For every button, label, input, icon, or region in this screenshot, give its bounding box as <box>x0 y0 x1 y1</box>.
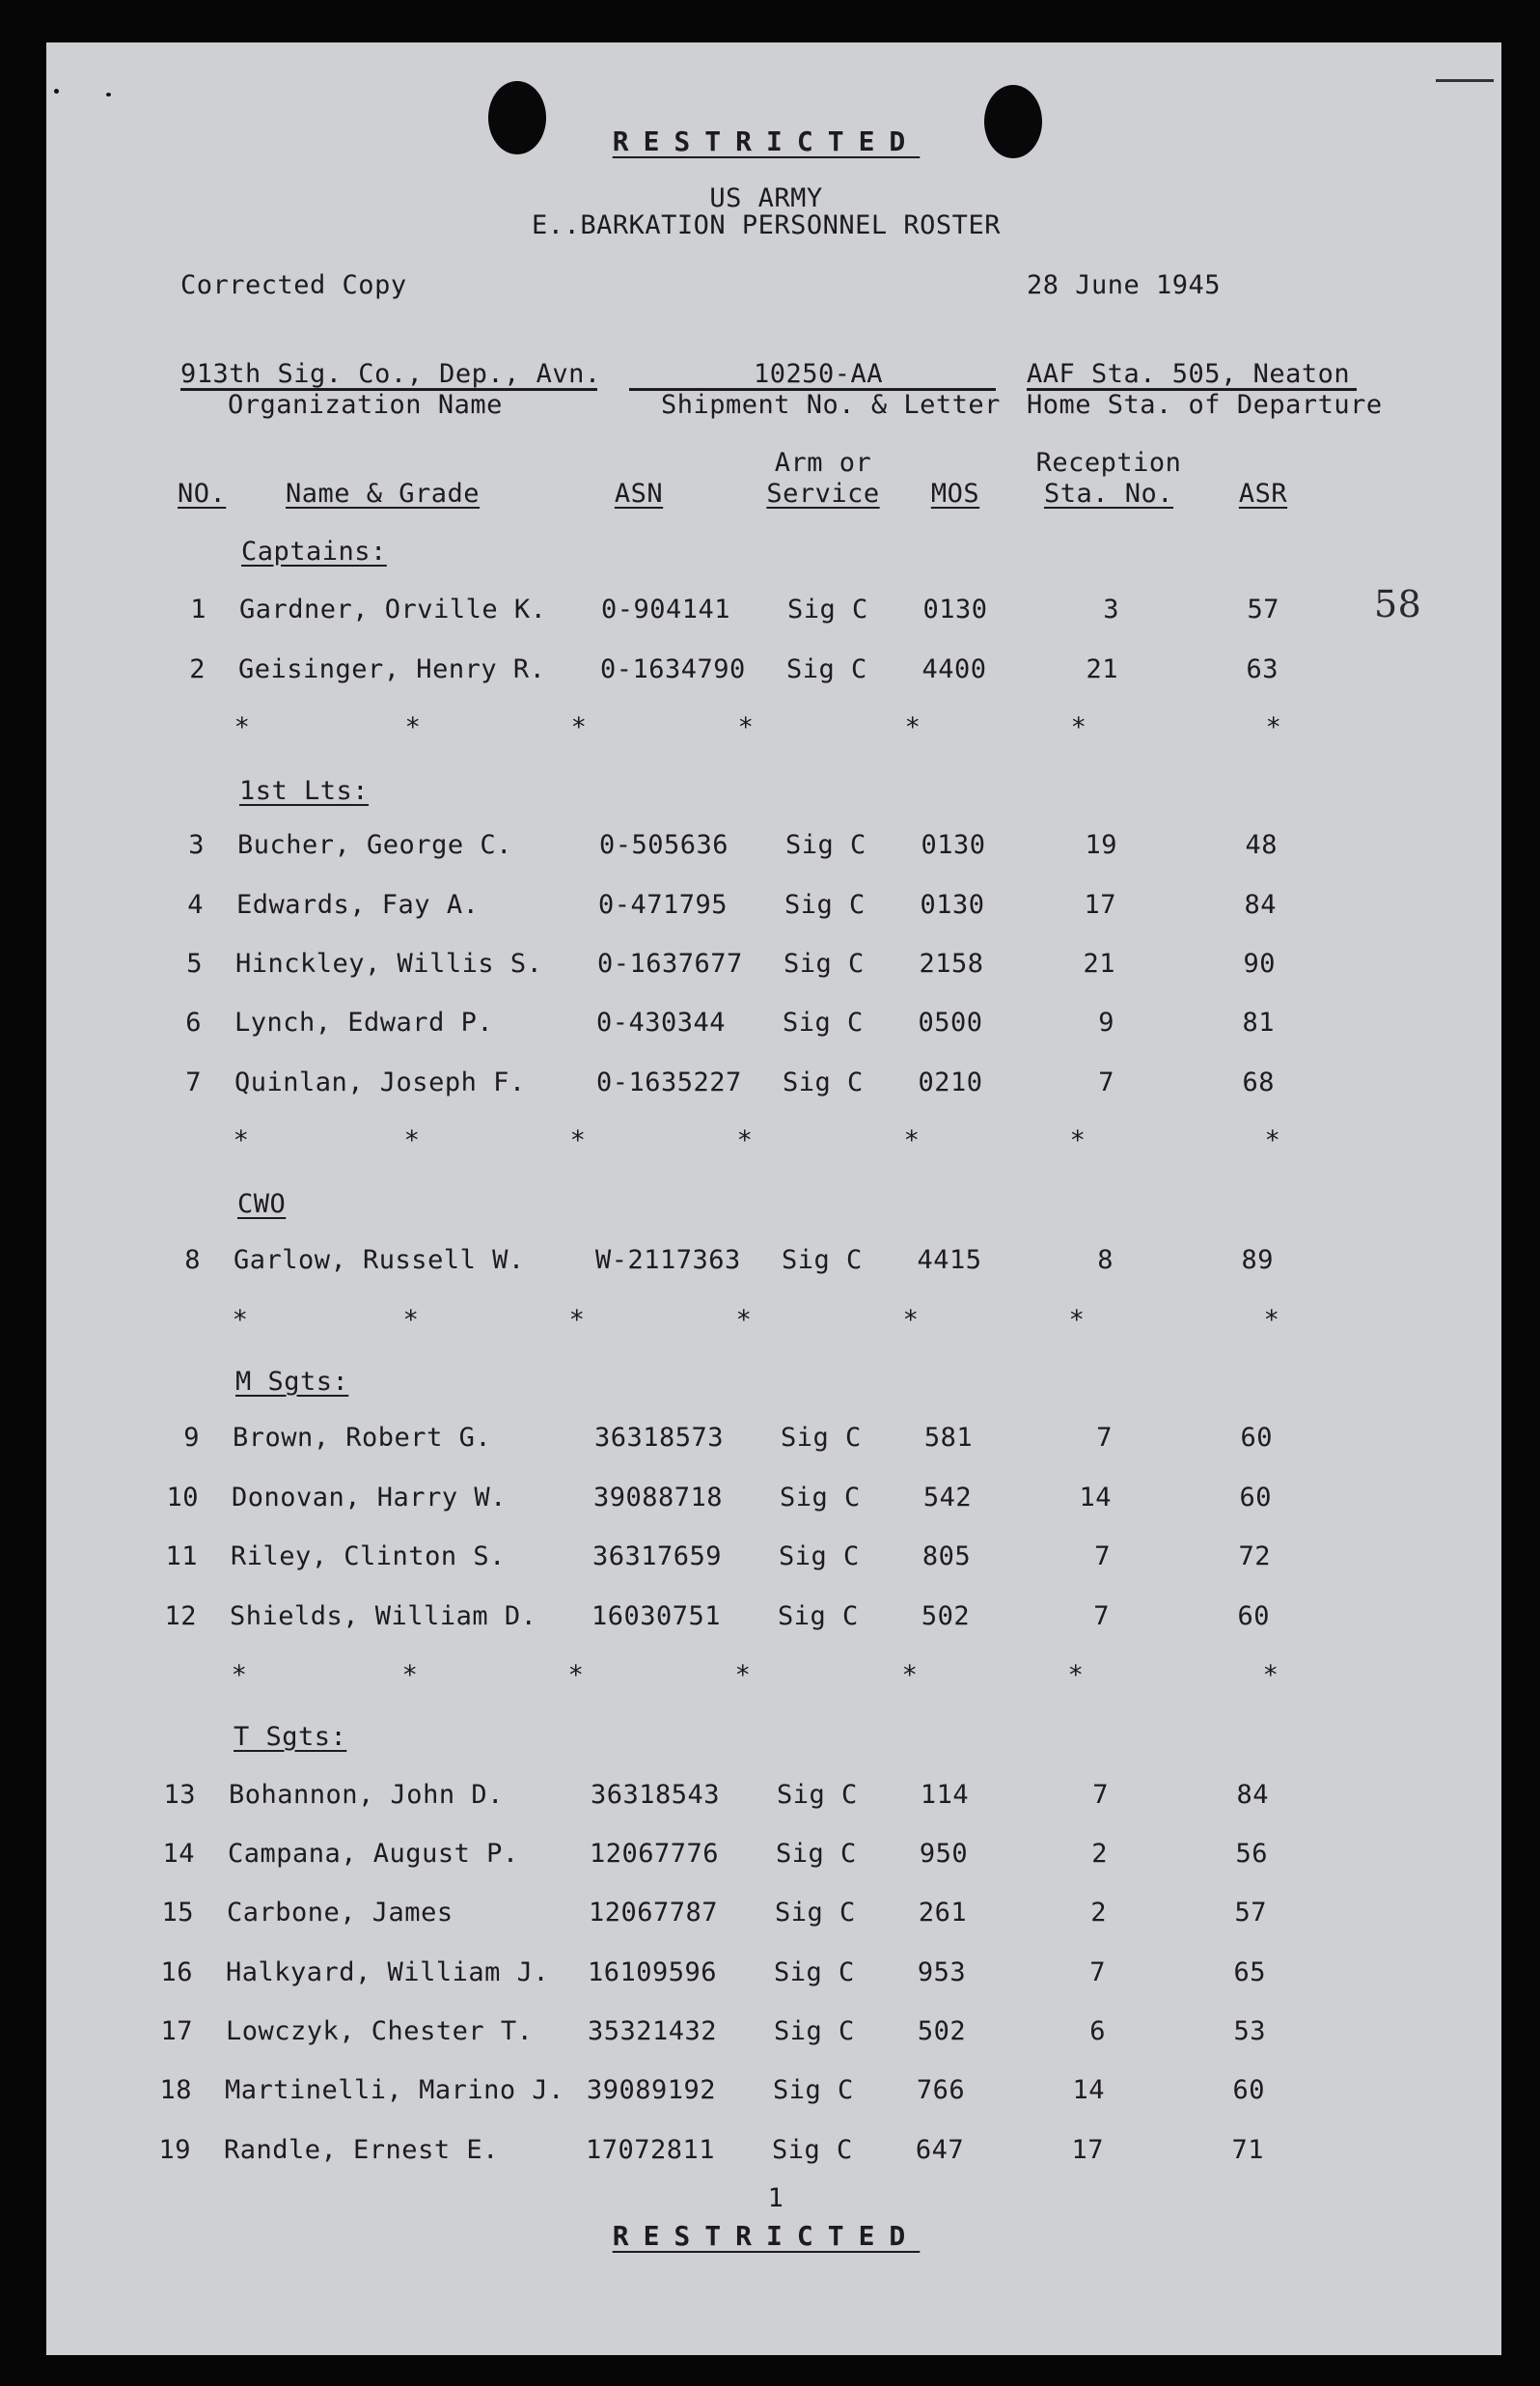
row-name-grade: Shields, William D. <box>230 1601 537 1631</box>
row-asn: 0-1635227 <box>596 1068 742 1097</box>
row-asr: 56 <box>1235 1839 1268 1869</box>
row-asn: 0-505636 <box>599 830 729 860</box>
row-reception-station: 7 <box>1096 1423 1113 1453</box>
section-cwo: CWO <box>237 1189 287 1219</box>
row-asr: 65 <box>1233 1957 1266 1987</box>
row-number: 4 <box>187 890 204 920</box>
row-name-grade: Geisinger, Henry R. <box>238 654 546 684</box>
row-asr: 84 <box>1244 890 1277 920</box>
row-asr: 60 <box>1240 1423 1273 1453</box>
row-asn: 0-471795 <box>598 890 729 920</box>
row-arm-service: Sig C <box>775 1898 856 1928</box>
classification-footer: RESTRICTED <box>612 2220 921 2252</box>
row-number: 8 <box>184 1245 201 1275</box>
row-name-grade: Brown, Robert G. <box>233 1423 492 1453</box>
separator-asterisk: * <box>904 712 921 742</box>
row-asn: 39089192 <box>587 2075 717 2105</box>
row-arm-service: Sig C <box>785 830 866 860</box>
row-reception-station: 7 <box>1093 1601 1110 1631</box>
row-number: 17 <box>160 2016 193 2046</box>
separator-asterisk: * <box>737 712 755 742</box>
row-reception-station: 17 <box>1084 890 1116 920</box>
row-name-grade: Riley, Clinton S. <box>231 1541 506 1571</box>
row-mos: 0210 <box>918 1068 983 1097</box>
separator-asterisk: * <box>1265 712 1282 742</box>
row-asn: 12067776 <box>590 1839 720 1869</box>
row-asr: 53 <box>1233 2016 1266 2046</box>
row-asr: 57 <box>1234 1898 1267 1928</box>
row-mos: 953 <box>917 1957 967 1987</box>
row-name-grade: Gardner, Orville K. <box>239 595 547 624</box>
row-asn: 16030751 <box>591 1601 722 1631</box>
row-mos: 261 <box>918 1898 968 1928</box>
row-name-grade: Bucher, George C. <box>237 830 512 860</box>
separator-asterisk: * <box>1262 1660 1279 1690</box>
paper-speck <box>54 89 59 94</box>
row-name-grade: Donovan, Harry W. <box>232 1483 507 1512</box>
roster-title: E..BARKATION PERSONNEL ROSTER <box>532 210 1001 240</box>
section-technical-sergeants: T Sgts: <box>234 1722 347 1752</box>
agency-title: US ARMY <box>709 183 823 213</box>
row-reception-station: 7 <box>1089 1957 1106 1987</box>
paper-speck <box>1436 79 1494 82</box>
separator-asterisk: * <box>570 712 588 742</box>
row-asn: 35321432 <box>588 2016 718 2046</box>
classification-header: RESTRICTED <box>612 125 921 157</box>
row-number: 1 <box>190 595 206 624</box>
row-arm-service: Sig C <box>784 890 866 920</box>
row-name-grade: Quinlan, Joseph F. <box>234 1068 526 1097</box>
row-number: 7 <box>185 1068 202 1097</box>
separator-asterisk: * <box>231 1660 248 1690</box>
shipment-number-value: 10250-AA <box>753 359 884 389</box>
row-number: 6 <box>185 1008 202 1038</box>
row-name-grade: Lowczyk, Chester T. <box>226 2016 534 2046</box>
row-reception-station: 21 <box>1083 949 1115 979</box>
page-number: 1 <box>767 2183 784 2213</box>
row-mos: 502 <box>917 2016 967 2046</box>
separator-asterisk: * <box>569 1125 587 1155</box>
row-asr: 60 <box>1239 1483 1272 1512</box>
row-name-grade: Carbone, James <box>227 1898 454 1928</box>
row-mos: 502 <box>921 1601 971 1631</box>
row-mos: 4415 <box>917 1245 982 1275</box>
row-arm-service: Sig C <box>776 1839 857 1869</box>
row-mos: 581 <box>923 1423 974 1453</box>
row-reception-station: 7 <box>1094 1541 1111 1571</box>
row-arm-service: Sig C <box>772 2135 853 2165</box>
row-arm-service: Sig C <box>774 2016 855 2046</box>
column-reception-header: Sta. No. <box>1043 479 1174 509</box>
row-name-grade: Bohannon, John D. <box>229 1780 504 1810</box>
column-mos-header: MOS <box>930 479 980 509</box>
separator-asterisk: * <box>404 712 422 742</box>
separator-asterisk: * <box>1068 1305 1086 1335</box>
row-reception-station: 2 <box>1091 1839 1108 1869</box>
row-reception-station: 3 <box>1103 595 1119 624</box>
row-number: 11 <box>165 1541 198 1571</box>
row-arm-service: Sig C <box>774 1957 855 1987</box>
row-asn: W-2117363 <box>595 1245 741 1275</box>
row-reception-station: 2 <box>1090 1898 1107 1928</box>
row-arm-service: Sig C <box>778 1601 859 1631</box>
row-reception-station: 14 <box>1072 2075 1105 2105</box>
row-asr: 81 <box>1242 1008 1275 1038</box>
separator-asterisk: * <box>1069 1125 1086 1155</box>
row-number: 15 <box>161 1898 194 1928</box>
row-mos: 647 <box>915 2135 965 2165</box>
roster-date: 28 June 1945 <box>1027 270 1222 300</box>
punch-hole-right <box>984 85 1042 158</box>
row-reception-station: 19 <box>1085 830 1117 860</box>
separator-asterisk: * <box>401 1660 419 1690</box>
row-number: 16 <box>160 1957 193 1987</box>
organization-name-value: 913th Sig. Co., Dep., Avn. <box>180 359 601 389</box>
row-asr: 57 <box>1247 595 1279 624</box>
organization-name-label: Organization Name <box>228 390 503 420</box>
row-asr: 68 <box>1242 1068 1275 1097</box>
separator-asterisk: * <box>568 1305 586 1335</box>
row-asn: 36317659 <box>592 1541 723 1571</box>
row-arm-service: Sig C <box>783 1068 864 1097</box>
row-asn: 17072811 <box>586 2135 716 2165</box>
row-number: 3 <box>188 830 205 860</box>
column-arm-top: Arm or <box>774 448 872 478</box>
row-number: 13 <box>163 1780 196 1810</box>
row-arm-service: Sig C <box>786 654 867 684</box>
separator-asterisk: * <box>234 712 251 742</box>
home-station-label: Home Sta. of Departure <box>1027 390 1383 420</box>
row-name-grade: Campana, August P. <box>228 1839 519 1869</box>
roster-page <box>46 42 1501 2355</box>
separator-asterisk: * <box>567 1660 585 1690</box>
row-number: 9 <box>183 1423 200 1453</box>
separator-asterisk: * <box>902 1305 920 1335</box>
row-mos: 114 <box>920 1780 970 1810</box>
row-asn: 16109596 <box>588 1957 718 1987</box>
row-arm-service: Sig C <box>787 595 868 624</box>
row-mos: 2158 <box>919 949 984 979</box>
margin-page-note: 58 <box>1374 583 1422 625</box>
separator-asterisk: * <box>736 1125 754 1155</box>
row-arm-service: Sig C <box>782 1245 863 1275</box>
row-mos: 0130 <box>922 595 988 624</box>
row-reception-station: 17 <box>1071 2135 1104 2165</box>
row-name-grade: Lynch, Edward P. <box>234 1008 494 1038</box>
paper-speck <box>106 93 111 97</box>
shipment-number-label: Shipment No. & Letter <box>661 390 1001 420</box>
separator-asterisk: * <box>403 1125 421 1155</box>
row-arm-service: Sig C <box>779 1541 860 1571</box>
separator-asterisk: * <box>734 1660 752 1690</box>
row-name-grade: Halkyard, William J. <box>226 1957 550 1987</box>
separator-asterisk: * <box>1263 1305 1280 1335</box>
row-name-grade: Randle, Ernest E. <box>224 2135 499 2165</box>
row-arm-service: Sig C <box>780 1483 861 1512</box>
row-mos: 950 <box>919 1839 969 1869</box>
row-asr: 84 <box>1236 1780 1269 1810</box>
copy-note: Corrected Copy <box>180 270 407 300</box>
row-asn: 0-430344 <box>596 1008 727 1038</box>
row-number: 19 <box>158 2135 191 2165</box>
punch-hole-left <box>488 81 546 154</box>
row-reception-station: 7 <box>1098 1068 1114 1097</box>
row-asn: 12067787 <box>589 1898 719 1928</box>
column-no-header: NO. <box>178 479 227 509</box>
row-arm-service: Sig C <box>784 949 865 979</box>
row-number: 14 <box>162 1839 195 1869</box>
row-number: 5 <box>186 949 203 979</box>
section-first-lieutenants: 1st Lts: <box>239 776 370 806</box>
row-mos: 766 <box>916 2075 966 2105</box>
column-arm-header: Service <box>766 479 880 509</box>
section-master-sergeants: M Sgts: <box>235 1367 349 1397</box>
separator-asterisk: * <box>232 1305 249 1335</box>
row-arm-service: Sig C <box>773 2075 854 2105</box>
row-mos: 4400 <box>921 654 987 684</box>
row-asn: 39088718 <box>593 1483 724 1512</box>
section-captains: Captains: <box>241 537 387 567</box>
row-name-grade: Edwards, Fay A. <box>236 890 480 920</box>
row-mos: 542 <box>922 1483 973 1512</box>
row-asr: 89 <box>1241 1245 1274 1275</box>
separator-asterisk: * <box>233 1125 250 1155</box>
separator-asterisk: * <box>901 1660 919 1690</box>
row-name-grade: Martinelli, Marino J. <box>225 2075 564 2105</box>
row-mos: 0130 <box>921 830 986 860</box>
column-asn-header: ASN <box>614 479 664 509</box>
row-number: 18 <box>159 2075 192 2105</box>
row-asn: 0-1637677 <box>597 949 743 979</box>
row-asr: 60 <box>1237 1601 1270 1631</box>
row-reception-station: 7 <box>1092 1780 1109 1810</box>
row-arm-service: Sig C <box>777 1780 858 1810</box>
row-reception-station: 8 <box>1097 1245 1114 1275</box>
column-name-header: Name & Grade <box>286 479 481 509</box>
row-reception-station: 21 <box>1086 654 1118 684</box>
row-asr: 60 <box>1232 2075 1265 2105</box>
column-asr-header: ASR <box>1238 479 1288 509</box>
row-asr: 63 <box>1246 654 1279 684</box>
row-mos: 805 <box>921 1541 972 1571</box>
row-number: 10 <box>166 1483 199 1512</box>
row-number: 12 <box>164 1601 197 1631</box>
row-asr: 71 <box>1231 2135 1264 2165</box>
row-asn: 36318543 <box>591 1780 721 1810</box>
row-reception-station: 6 <box>1089 2016 1106 2046</box>
row-asr: 48 <box>1245 830 1278 860</box>
row-asn: 0-904141 <box>601 595 731 624</box>
row-asn: 36318573 <box>594 1423 725 1453</box>
column-reception-top: Reception <box>1035 448 1182 478</box>
row-asr: 72 <box>1238 1541 1271 1571</box>
row-asr: 90 <box>1243 949 1276 979</box>
row-name-grade: Garlow, Russell W. <box>234 1245 525 1275</box>
separator-asterisk: * <box>1067 1660 1085 1690</box>
row-reception-station: 14 <box>1079 1483 1112 1512</box>
separator-asterisk: * <box>735 1305 753 1335</box>
row-reception-station: 9 <box>1098 1008 1114 1038</box>
home-station-value: AAF Sta. 505, Neaton <box>1027 359 1351 389</box>
row-arm-service: Sig C <box>783 1008 864 1038</box>
row-name-grade: Hinckley, Willis S. <box>235 949 543 979</box>
separator-asterisk: * <box>402 1305 420 1335</box>
row-arm-service: Sig C <box>781 1423 862 1453</box>
separator-asterisk: * <box>903 1125 921 1155</box>
row-mos: 0500 <box>918 1008 983 1038</box>
row-number: 2 <box>189 654 206 684</box>
separator-asterisk: * <box>1264 1125 1281 1155</box>
row-mos: 0130 <box>920 890 985 920</box>
separator-asterisk: * <box>1070 712 1087 742</box>
row-asn: 0-1634790 <box>600 654 746 684</box>
